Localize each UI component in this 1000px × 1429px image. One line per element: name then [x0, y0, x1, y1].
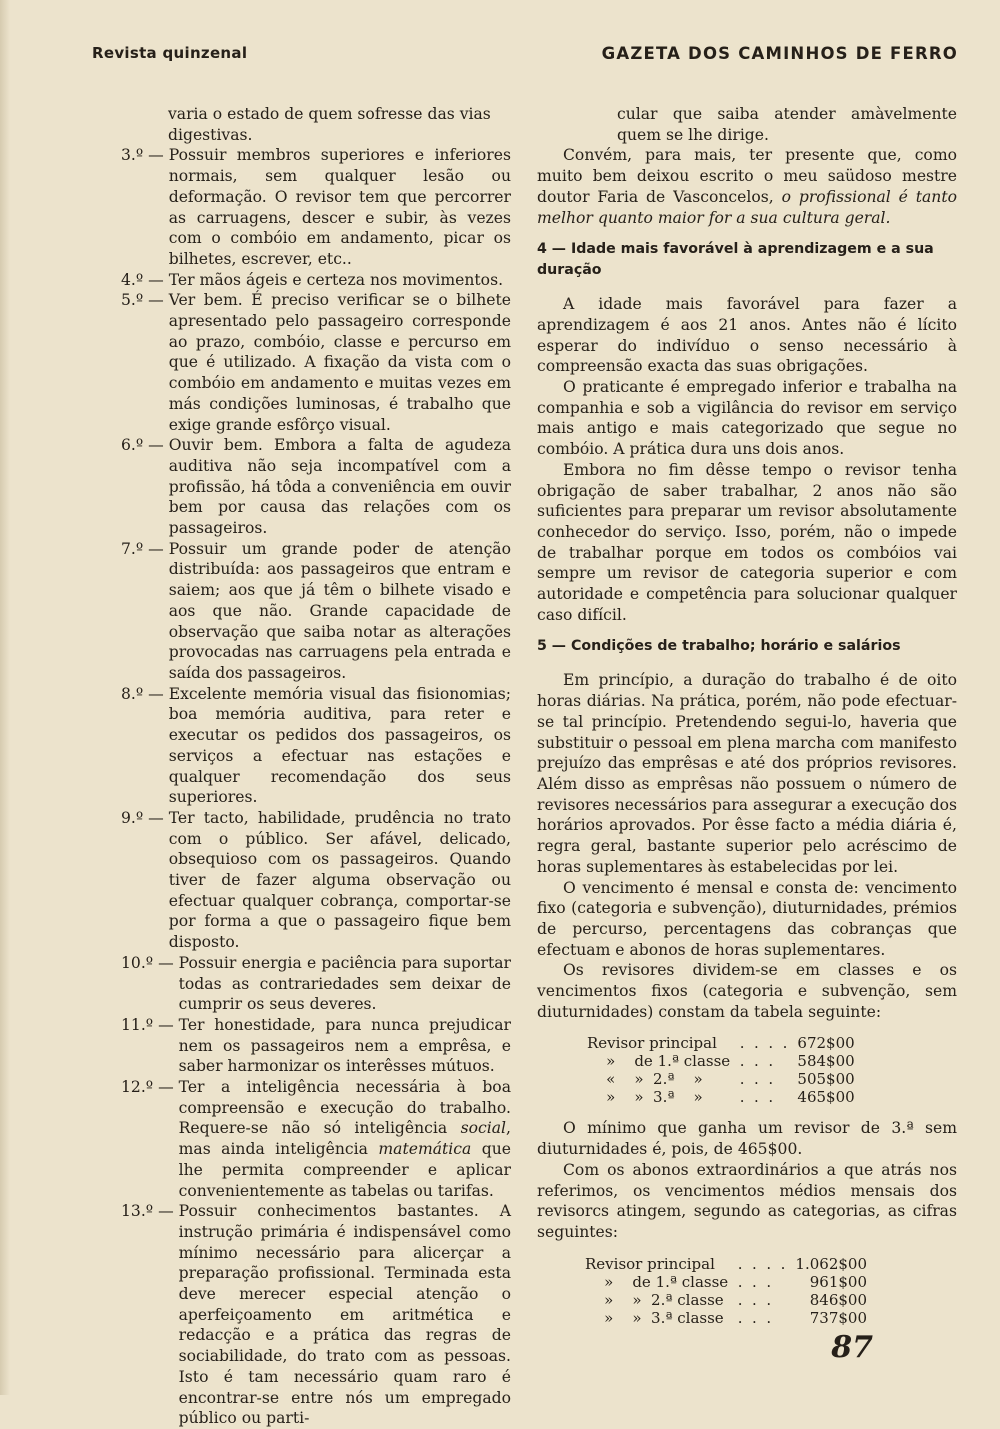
table-dots: . . . [730, 1052, 774, 1071]
item-text-part: Ter a inteligência necessária à boa compreensão e execução do trabalho. Requere-se não só inteligência [178, 1078, 511, 1138]
quote-italic: o profissional é tanto melhor quanto maior for a sua cultura geral. [537, 187, 958, 227]
item-text-part: que lhe permita compreender e aplicar convenientemente as tabelas ou tarifas. [178, 1140, 511, 1200]
table-dots: . . . [728, 1290, 772, 1309]
table-row [585, 1255, 867, 1273]
table-label: » » 2.ª classe [585, 1290, 724, 1309]
table-row [587, 1070, 855, 1088]
table-dots: . . . [728, 1272, 772, 1291]
table-dots: . . . . [728, 1254, 786, 1273]
item-text: Ter honestidade, para nunca prejudicar nem os passageiros nem a emprêsa, e saber harmonizar os interêsses mútuos. [178, 1015, 511, 1076]
intro-line-1: varia o estado de quem sofresse das vias [168, 105, 491, 123]
paragraph: Os revisores dividem-se em classes e os vencimentos fixos (categoria e subvenção, sem diuturnidades) constam da tabela seguinte: [537, 961, 957, 1021]
table-label: « » 2.ª » [587, 1070, 703, 1089]
table-label: » de 1.ª classe [587, 1052, 731, 1071]
table-row [587, 1052, 855, 1070]
item-number: 3.º — [121, 146, 169, 165]
table-value: 505$00 [797, 1070, 855, 1089]
list-item [121, 270, 511, 291]
table-row [585, 1291, 867, 1309]
item-text: Possuir energia e paciência para suportar todas as contrariedades sem deixar de cumprir os seus deveres. [178, 953, 511, 1014]
page-number: 87 [831, 1330, 873, 1365]
table-label: Revisor principal [587, 1034, 717, 1053]
table-row [587, 1088, 855, 1106]
paragraph: Em princípio, a duração do trabalho é de oito horas diárias. Na prática, porém, não pode efectuar-se tal princípio. Pretendendo segui-lo, haveria que substituir o pessoal em plena marcha com manifesto prejuízo das emprêsas e até dos próprios revisores. Além disso as emprêsas não possuem o número de revisores necessários para assegurar a execução dos horários aprovados. Por êsse facto a média diária é, regra geral, bastante superior pelo acréscimo de horas suplementares às estabelecidas por lei. [537, 671, 957, 876]
paragraph [537, 145, 957, 228]
list-item [121, 435, 511, 539]
paragraph: O praticante é empregado inferior e trabalha na companhia e sob a vigilância do revisor em serviço mais antigo e mais categorizado que segue no combóio. A prática dura uns dois anos. [537, 378, 957, 459]
table-row [587, 1034, 855, 1052]
item-number: 11.º — [121, 1015, 179, 1034]
item-number: 8.º — [121, 684, 169, 703]
paragraph: O mínimo que ganha um revisor de 3.ª sem diuturnidades é, pois, de 465$00. [537, 1119, 957, 1159]
header-right: GAZETA DOS CAMINHOS DE FERRO [601, 44, 958, 63]
salary-table-fixed [587, 1034, 855, 1106]
item-text: Possuir conhecimentos bastantes. A instrução primária é indispensável como mínimo necessário para alicerçar a preparação profissional. Terminada esta deve merecer especial atenção o aperfeiçoamento em aritmética e redacção e a prática das regras de sociabilidade, do trato com as pessoas. Isto é tam necessário quam raro é encontrar-se entre nós um empregado público ou parti- [178, 1202, 511, 1428]
table-value: 737$00 [809, 1308, 867, 1327]
header-left: Revista quinzenal [92, 44, 248, 62]
item-text-italic: matemática [378, 1140, 472, 1159]
item-number: 12.º — [121, 1078, 179, 1097]
item-number: 4.º — [121, 270, 169, 289]
table-dots: . . . [728, 1308, 772, 1327]
continuation-text: cular que saiba atender amàvelmente quem se lhe dirige. [617, 105, 957, 144]
section-title: 4 — Idade mais favorável à aprendizagem e a sua duração [537, 241, 934, 279]
list-item [121, 1077, 511, 1201]
list-item [121, 290, 511, 435]
list-item [121, 145, 511, 269]
item-text: Ver bem. É preciso verificar se o bilhete apresentado pelo passageiro corresponde ao prazo, combóio, classe e percurso em que é utilizado. A fixação da vista com o combóio em andamento e muitas vezes em más condições luminosas, é trabalho que exige grande esfôrço visual. [168, 291, 511, 434]
section-title: 5 — Condições de trabalho; horário e salários [537, 638, 901, 655]
item-text: Excelente memória visual das fisionomias; boa memória auditiva, para reter e executar os pedidos dos passageiros, os serviços a efectuar nas estações e qualquer recomendação dos seus superiores. [168, 684, 511, 807]
table-row [585, 1309, 867, 1327]
paragraph: Embora no fim dêsse tempo o revisor tenha obrigação de saber trabalhar, 2 anos não são suficientes para preparar um revisor absolutamente conhecedor do serviço. Isso, porém, não o impede de trabalhar porque em todos os combóios vai sempre um revisor de categoria superior e com autoridade e competência para solucionar qualquer caso difícil. [537, 460, 957, 624]
table-value: 846$00 [809, 1290, 867, 1309]
item-number: 6.º — [121, 436, 169, 455]
item-text: Possuir um grande poder de atenção distribuída: aos passageiros que entram e saiem; aos que já têm o bilhete visado e aos que não. Grande capacidade de observação que saiba notar as alterações provocadas nas carruagens pela entrada e saída dos passageiros. [168, 539, 511, 682]
item-text: Ouvir bem. Embora a falta de agudeza auditiva não seja incompatível com a profissão, há tôda a conveniência em ouvir bem por causa das relações com os passageiros. [168, 436, 511, 538]
table-dots: . . . [730, 1088, 774, 1107]
table-value: 961$00 [809, 1272, 867, 1291]
table-label: » » 3.ª classe [585, 1308, 724, 1327]
right-column [537, 104, 957, 1339]
paragraph: Com os abonos extraordinários a que atrás nos referimos, os vencimentos médios mensais dos revisorcs atingem, segundo as categorias, as cifras seguintes: [537, 1160, 957, 1241]
table-label: Revisor principal [585, 1254, 715, 1273]
paragraph: A idade mais favorável para fazer a aprendizagem é aos 21 anos. Antes não é lícito esperar do indivíduo o senso necessário à compreensão exacta das suas obrigações. [537, 295, 957, 376]
list-item [121, 953, 511, 1015]
table-label: » » 3.ª » [587, 1088, 703, 1107]
item-text [179, 1077, 511, 1201]
intro-line-2: digestivas. [168, 125, 253, 144]
table-row [585, 1273, 867, 1291]
item-number: 9.º — [121, 808, 169, 827]
item-text-part: , mas ainda inteligência [178, 1119, 511, 1159]
item-number: 13.º — [121, 1202, 179, 1221]
list-item [121, 808, 511, 953]
paragraph-text: Convém, para mais, ter presente que, como muito bem deixou escrito o meu saüdoso mestre doutor Faria de Vasconcelos, [537, 146, 957, 206]
page-edge [0, 0, 10, 1395]
table-dots: . . . [730, 1070, 774, 1089]
item-text: Possuir membros superiores e inferiores normais, sem qualquer lesão ou deformação. O revisor tem que percorrer as carruagens, descer e subir, às vezes com o combóio em andamento, picar os bilhetes, escrever, etc.. [168, 146, 511, 268]
page-header [92, 44, 958, 70]
table-value: 584$00 [797, 1052, 855, 1071]
list-item [121, 539, 511, 684]
table-value: 465$00 [797, 1088, 855, 1107]
paragraph: O vencimento é mensal e consta de: vencimento fixo (categoria e subvenção), diuturnidades, prémios de percurso, percentagens das cobranças que efectuam e abonos de horas suplementares. [537, 878, 957, 959]
list-item [121, 684, 511, 808]
list-item [121, 1015, 511, 1077]
left-column [121, 104, 511, 1429]
item-text: Ter mãos ágeis e certeza nos movimentos. [168, 270, 504, 289]
table-dots: . . . . [730, 1034, 788, 1053]
item-number: 7.º — [121, 539, 169, 558]
item-number: 5.º — [121, 291, 169, 310]
item-number: 10.º — [121, 953, 179, 972]
table-value: 1.062$00 [795, 1254, 867, 1273]
item-text: Ter tacto, habilidade, prudência no trato com o público. Ser afável, delicado, obsequioso com os passageiros. Quando tiver de fazer alguma observação ou efectuar qualquer cobrança, comportar-se por forma a que o passageiro fique bem disposto. [168, 808, 511, 952]
table-value: 672$00 [797, 1034, 855, 1053]
item-text-italic: social [460, 1119, 507, 1138]
table-label: » de 1.ª classe [585, 1272, 729, 1291]
salary-table-average [585, 1255, 867, 1327]
